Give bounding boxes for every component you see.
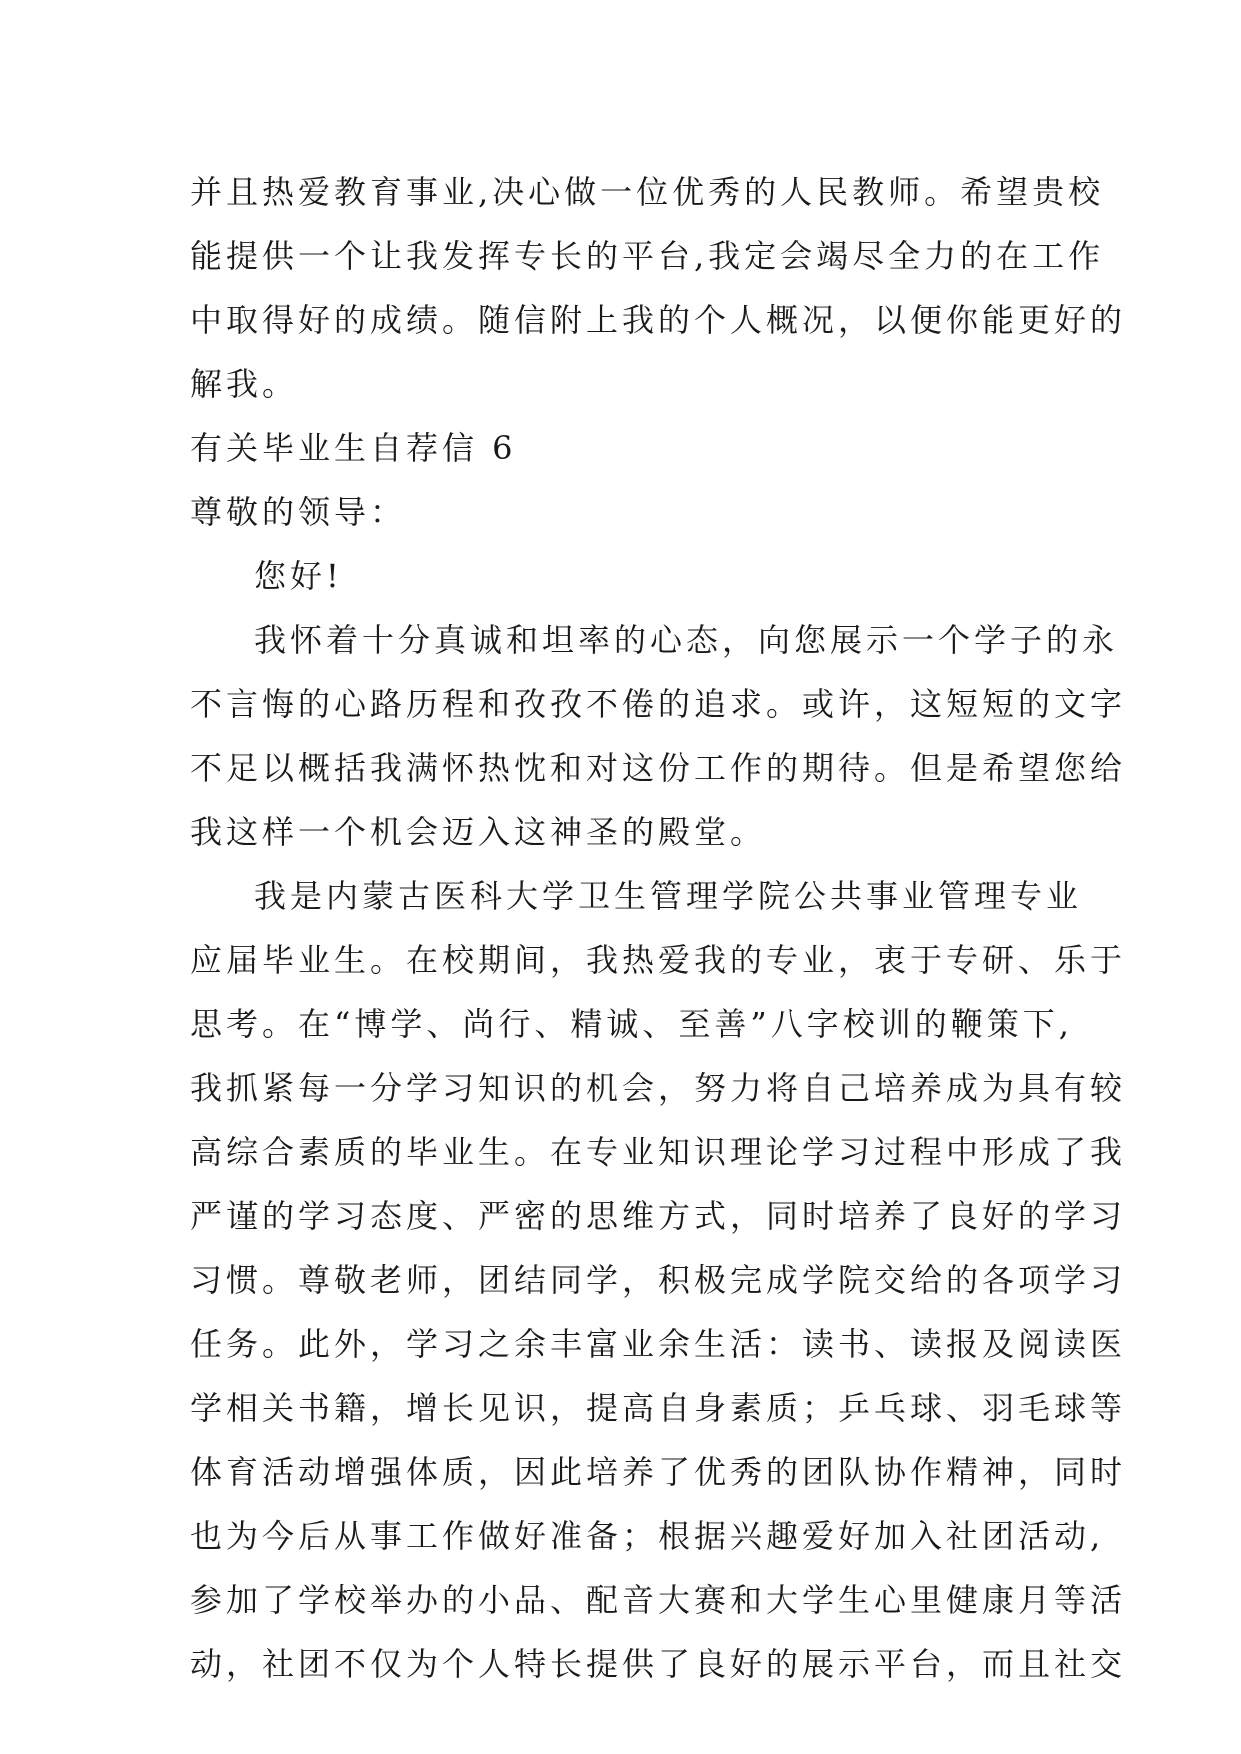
text-line: 学相关书籍，增长见识，提高自身素质；乒乓球、羽毛球等 <box>190 1389 1127 1427</box>
salutation: 尊敬的领导： <box>190 493 407 531</box>
letter-body <box>190 160 1127 1696</box>
text-line: 不言悔的心路历程和孜孜不倦的追求。或许，这短短的文字 <box>190 685 1127 723</box>
text-line: 严谨的学习态度、严密的思维方式，同时培养了良好的学习 <box>190 1197 1127 1235</box>
text-line: 高综合素质的毕业生。在专业知识理论学习过程中形成了我 <box>190 1133 1127 1171</box>
text-line: 并且热爱教育事业,决心做一位优秀的人民教师。希望贵校 <box>190 173 1105 211</box>
text-line: 能提供一个让我发挥专长的平台,我定会竭尽全力的在工作 <box>190 237 1105 275</box>
text-line: 习惯。尊敬老师，团结同学，积极完成学院交给的各项学习 <box>190 1261 1127 1299</box>
text-line: 任务。此外，学习之余丰富业余生活：读书、读报及阅读医 <box>190 1325 1127 1363</box>
text-line: 体育活动增强体质，因此培养了优秀的团队协作精神，同时 <box>190 1453 1127 1491</box>
text-line: 参加了学校举办的小品、配音大赛和大学生心里健康月等活 <box>190 1581 1127 1619</box>
text-line: 我是内蒙古医科大学卫生管理学院公共事业管理专业 <box>254 877 1083 915</box>
text-line: 思考。在“博学、尚行、精诚、至善”八字校训的鞭策下, <box>190 1005 1073 1043</box>
section-heading: 有关毕业生自荐信 6 <box>190 429 517 467</box>
text-line: 也为今后从事工作做好准备；根据兴趣爱好加入社团活动, <box>190 1517 1105 1555</box>
text-line: 应届毕业生。在校期间，我热爱我的专业，衷于专研、乐于 <box>190 941 1127 979</box>
text-line: 不足以概括我满怀热忱和对这份工作的期待。但是希望您给 <box>190 749 1127 787</box>
text-line: 动，社团不仅为个人特长提供了良好的展示平台，而且社交 <box>190 1645 1127 1683</box>
text-line: 我这样一个机会迈入这神圣的殿堂。 <box>190 813 767 851</box>
greeting: 您好! <box>254 557 343 595</box>
text-line: 中取得好的成绩。随信附上我的个人概况，以便你能更好的 <box>190 301 1127 339</box>
text-line: 我抓紧每一分学习知识的机会，努力将自己培养成为具有较 <box>190 1069 1127 1107</box>
text-line: 解我。 <box>190 365 299 403</box>
text-line: 我怀着十分真诚和坦率的心态，向您展示一个学子的永 <box>254 621 1119 659</box>
